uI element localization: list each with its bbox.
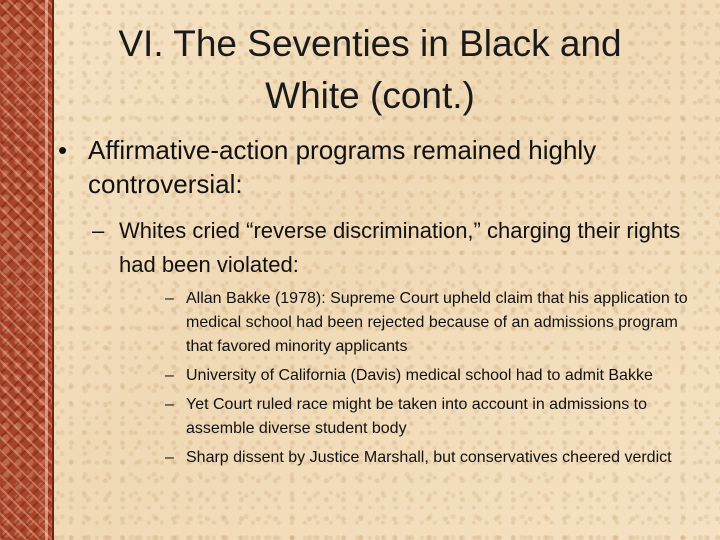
list-item — [165, 364, 705, 388]
slide-title: VI. The Seventies in Black and White (cont.) — [118, 23, 622, 116]
list-item — [165, 446, 705, 470]
bullet-dot-icon: • — [58, 135, 68, 165]
bullet-level2-text: Whites cried “reverse discrimination,” charging their rights had been violated: — [119, 218, 681, 277]
list-item-text: University of California (Davis) medical school had to admit Bakke — [186, 367, 653, 384]
bullet-dash-icon: – — [165, 290, 174, 307]
bullet-level2 — [92, 214, 692, 282]
bullet-dash-icon: – — [165, 449, 174, 466]
bullet-dash-icon: – — [92, 218, 105, 243]
list-item-text: Allan Bakke (1978): Supreme Court upheld claim that his application to medical school had been rejected because of an admissions program that favored minority applicants — [186, 290, 688, 355]
list-item — [165, 393, 705, 441]
bullet-level3-list — [165, 287, 705, 475]
bullet-level1-text: Affirmative-action programs remained highly controversial: — [88, 135, 597, 199]
bullet-level1 — [58, 133, 698, 201]
list-item — [165, 287, 705, 359]
bullet-dash-icon: – — [165, 367, 174, 384]
list-item-text: Sharp dissent by Justice Marshall, but conservatives cheered verdict — [186, 449, 672, 466]
decorative-border — [0, 0, 54, 540]
list-item-text: Yet Court ruled race might be taken into account in admissions to assemble diverse student body — [186, 396, 647, 437]
bullet-dash-icon: – — [165, 396, 174, 413]
